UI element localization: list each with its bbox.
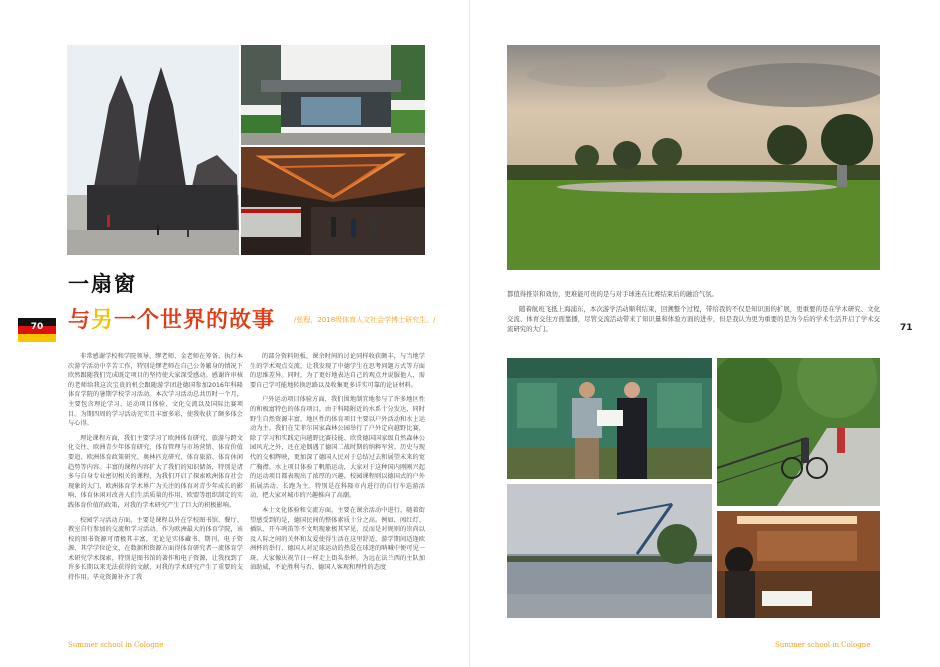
right-page [470,0,940,667]
paragraph: 本土文化体验和交流方面，主要在课余活动中进行，随着街望感受到的是，德国民间的整体素质十分之高。例如，闯红灯、插队、开车鸣笛等不文明现象极其罕见，反而是对规则的崇尚以及人际之间的关怀和友爱使得生活在这里舒适，游学期间适逢欧洲杯的举行，德国人对足球运动的热爱在球迷的呐喊中便可见一斑，大家像庆祝节日一样走上街头举杯。为远在法兰西的主队加油助威，不论胜利与否，德国人客观和理性的态度 [250,506,425,572]
sunset-park-photo [507,45,880,270]
lecture-room-photo [717,511,880,618]
paragraph: 户外运动项目体验方面，我们围地制宜地参与了许多地区性的和极富特色的体育项目。由于科隆附近的水系十分发达，同时野生自然资源丰富，地区性的体育项目主要以户外活动和水上运动为主。我们在艾菲尔国家森林公园举行了户外定向越野比赛，除了学习和实践定向越野比赛技能、欣赏德国国家级自然森林公园风光之外，还在途偶遇了德国二战时期的纳粹军营。历史与现代的交相辉映，更加深了德国人民对于总结过去和展望未来的宽广胸襟。水上项目体验了帆船运动，大家对于这种国内刚刚兴起的运动项目都表现出了浓厚的兴趣。校园课程则以德国式的户外拓展活动、长跑为主。特别是在科隆市内进行的自行车巡游活动，把大家对城市的兴趣推向了高潮。 [250,396,425,500]
paragraph: 都值得推崇和效仿，更难能可贵的是与对手球迷在比赛结束后的融洽气氛。 [507,290,718,298]
harbor-crane-photo [507,484,712,618]
paragraph: 的部分资料短板，课余时间的讨论同样收获颇丰，与当地学生的学术观点交流，让我发现了中德学生在思考问题方式等方面的思维差异。同时，为了更好地表达自己的观点并说服他人，需要自己学可能地转换思路以及收集更多详实可靠的论证材料。 [250,353,425,389]
footer-left: Summer school in Cologne [68,641,164,649]
footer-right: Summer school in Cologne [775,641,871,649]
text-column-1 [68,352,243,630]
author-byline: /张程，2018级体育人文社会学博士研究生。/ [294,316,436,324]
page-number-left: 70 [30,322,44,332]
paragraph: 校园学习活动方面，主要是课程以外在学校图书馆、餐厅、教室自行参加的交流和学习活动。作为欧洲最大的体育学院，该校的图书资源可谓极其丰富，无论是实体藏书、期刊、电子资源，其学学位论文、在数据和资源方面得体育研究者一流体育学术研究学术探索，特别是图书馆的著作和电子资源，让我找到了许多长期以来无法获得的文献，对我的学术研究产生了重要的支持作用。毕竟资源补齐了我 [68,516,243,582]
cologne-cathedral-photo [67,45,239,255]
subtitle-part2: 另 [91,308,115,333]
university-entrance-photo [241,45,425,145]
paragraph: 理论课程方面，我们主要学习了欧洲体育研究、旅游与跨文化交往、欧洲青少年体育研究、体育管理与市场营销、体育价值要追、欧洲体育政策研究、奥林匹克研究、体育旅游、体育休闲趋势等内容。丰富的课程内容扩大了我们的知识储备，特别是诸多与自身专业密切相关的课程，为我们开启了探索欧洲体育社会现象的大门，欧洲体育学术界广为关注的体育对青少年成长的影响、体育休闲对改善人们生活质量的作用、欧盟等组织制定的实践体育价值的政策，对我的学术研究产生了巨大的积极影响。 [68,434,243,509]
certificate-ceremony-photo [507,358,712,479]
article-title: 一扇窗 [68,272,137,296]
page-number-right: 71 [900,323,913,333]
right-intro-text [507,289,880,339]
article-subtitle [68,303,275,334]
text-column-2 [250,352,425,630]
cyclists-park-photo [717,358,880,506]
paragraph: 随着航班飞抵上海浦东，本次游学活动顺利结束，回溯整个过程，带给我的不仅是知识面的扩展，更重要的是在学术研究、文化交流、体育交往方面靠播，尽管交流活动带来了知识量和体验方面的进步，但是我认为更为重要的是为今后的学术生活开启了学术交流研究的大门。 [507,305,880,333]
subtitle-part1: 与 [68,308,92,333]
paragraph: 非常感谢学校和学院领导、缪老师、金老师在筹备、执行本次游学活动中辛苦工作，特别是缪老师在自己公务繁身的情况下欣然跟随我们完成既定项目的坚持使大家深受感动。感谢许审核的老师给我这次宝贵的机会跟随游学团赴德国参加2016年科隆体育学院的暑期学校学习活动。本次学习活动总共历时一个月，主要包含理论学习、运动项目体验、文化交流以及国际比赛项目。为期四周的学习活动充实且丰富多彩，使我收获了颇多体会与心得。 [68,353,243,428]
subtitle-part3: 一个世界的故事 [114,308,276,333]
train-station-photo [241,147,425,255]
